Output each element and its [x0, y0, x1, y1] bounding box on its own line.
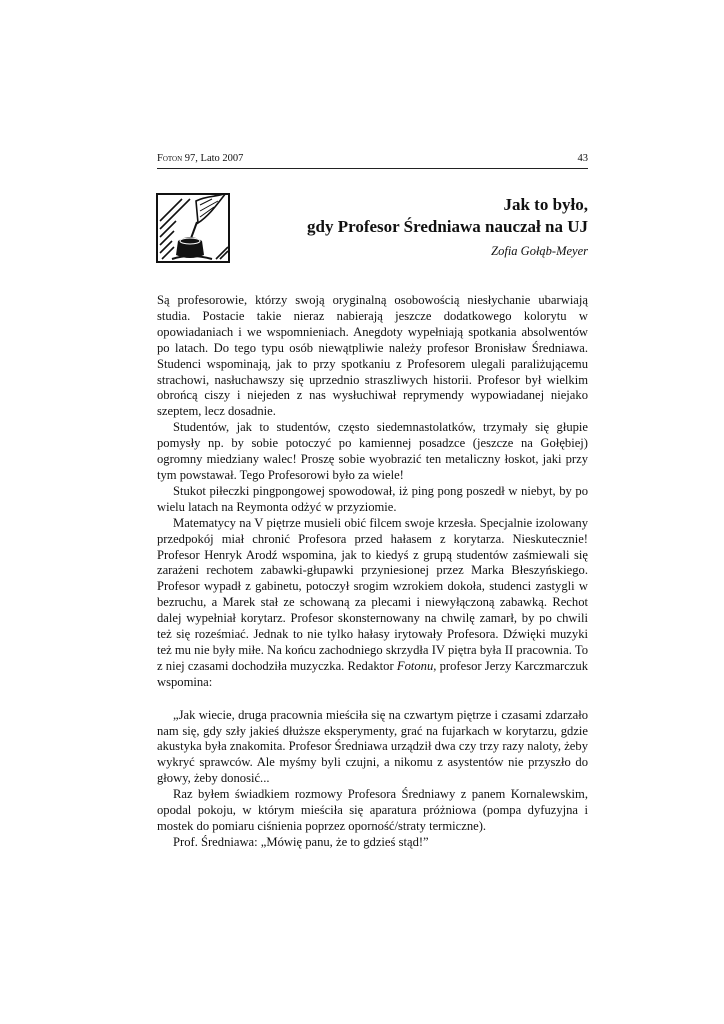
paragraph-1: Są profesorowie, którzy swoją oryginalną osobowością niesłychanie ubarwiają studia. Postacie takie nieraz nabierają jeszcze dodatkowego kolorytu w opowiadaniach i we wspomnieniach. Anegdoty wypełniają spotkania absolwentów po latach. Do tego typu osób niewątpliwie należy profesor Bronisław Średniawa. Studenci wspominają, jak to przy spotkaniu z Profesorem ulegali paraliżującemu strachowi, nasłuchawszy się uprzednio straszliwych historii. Profesor był wielkim obrońcą ciszy i niejeden z nas wysłuchiwał reprymendy wypowiadanej niejako szeptem, lecz dosadnie. — [157, 293, 588, 419]
title-line-1: Jak to było, — [503, 195, 588, 214]
author: Zofia Gołąb-Meyer — [491, 244, 588, 258]
quote-paragraph-2: Raz byłem świadkiem rozmowy Profesora Średniawy z panem Kornalewskim, opodal pokoju, w którym mieściła się aparatura próżniowa (pompa dyfuzyjna i mostek do pomiaru ciśnienia poprzez oporność/straty termiczne). — [157, 787, 588, 833]
paragraph-2: Studentów, jak to studentów, często siedemnastolatków, trzymały się głupie pomysły np. by sobie potoczyć po kamiennej posadzce (jeszcze na Gołębiej) ogromny miedziany walec! Proszę sobie wyobrazić ten metaliczny łoskot, jaki przy tym powstawał. Tego Profesorowi było za wiele! — [157, 420, 588, 482]
header-rule — [157, 168, 588, 169]
journal-name: Foton — [157, 153, 183, 164]
paragraph-4-text-a: Matematycy na V piętrze musieli obić filcem swoje krzesła. Specjalnie izolowany przedpokój miał chronić Profesora przed hałasem z korytarza. Nieskutecznie! Profesor Henryk Arodź wspomina, jak to kiedyś z grupą studentów zaśmiewali się zarażeni rechotem zabawki-głupawki przyniesionej przez Marka Błeszyńskiego. Profesor wypadł z gabinetu, potoczył srogim wzrokiem dokoła, studenci zastygli w bezruchu, a Marek stał ze schowaną za plecami i niewyłączoną zabawką. Rechot dalej wypełniał korytarz. Profesor skonsternowany na chwilę zamarł, by po chwili też się roześmiać. Jednak to nie tylko hałasy irytowały Profesora. Dźwięki muzyki też mu nie były miłe. Na końcu zachodniego skrzydła IV piętra była II pracownia. To z niej czasami dochodziła muzyczka. Redaktor — [157, 515, 588, 673]
paragraph-4-text-b: , profesor Jerzy Karczmarczuk wspomina: — [157, 658, 588, 689]
journal-issue — [157, 153, 243, 164]
page-number: 43 — [577, 153, 588, 164]
article-header — [307, 194, 588, 259]
running-head — [157, 153, 588, 164]
title-line-2: gdy Profesor Średniawa nauczał na UJ — [307, 217, 588, 236]
issue-info: 97, Lato 2007 — [184, 153, 244, 164]
quill-inkwell-icon — [156, 193, 230, 263]
paragraph-3: Stukot piłeczki pingpongowej spowodował, iż ping pong poszedł w niebyt, by po wielu latach na Reymonta odżyć w przyziomie. — [157, 483, 588, 514]
article-body — [157, 293, 588, 851]
journal-italic: Fotonu — [396, 658, 434, 673]
paragraph-4 — [157, 516, 588, 691]
quote-paragraph-1: „Jak wiecie, druga pracownia mieściła się na czwartym piętrze i czasami zdarzało nam się, gdy szły jakieś dłuższe eksperymenty, grać na fujarkach w korytarzu, gdzie akustyka była znakomita. Profesor Średniawa urządził dwa czy trzy razy naloty, żeby wykryć sprawców. Ale myśmy byli czujni, a nikomu z asystentów nie przyszło do głowy, żeby donosić... — [157, 707, 588, 786]
quote-paragraph-3: Prof. Średniawa: „Mówię panu, że to gdzieś stąd!” — [173, 834, 429, 849]
